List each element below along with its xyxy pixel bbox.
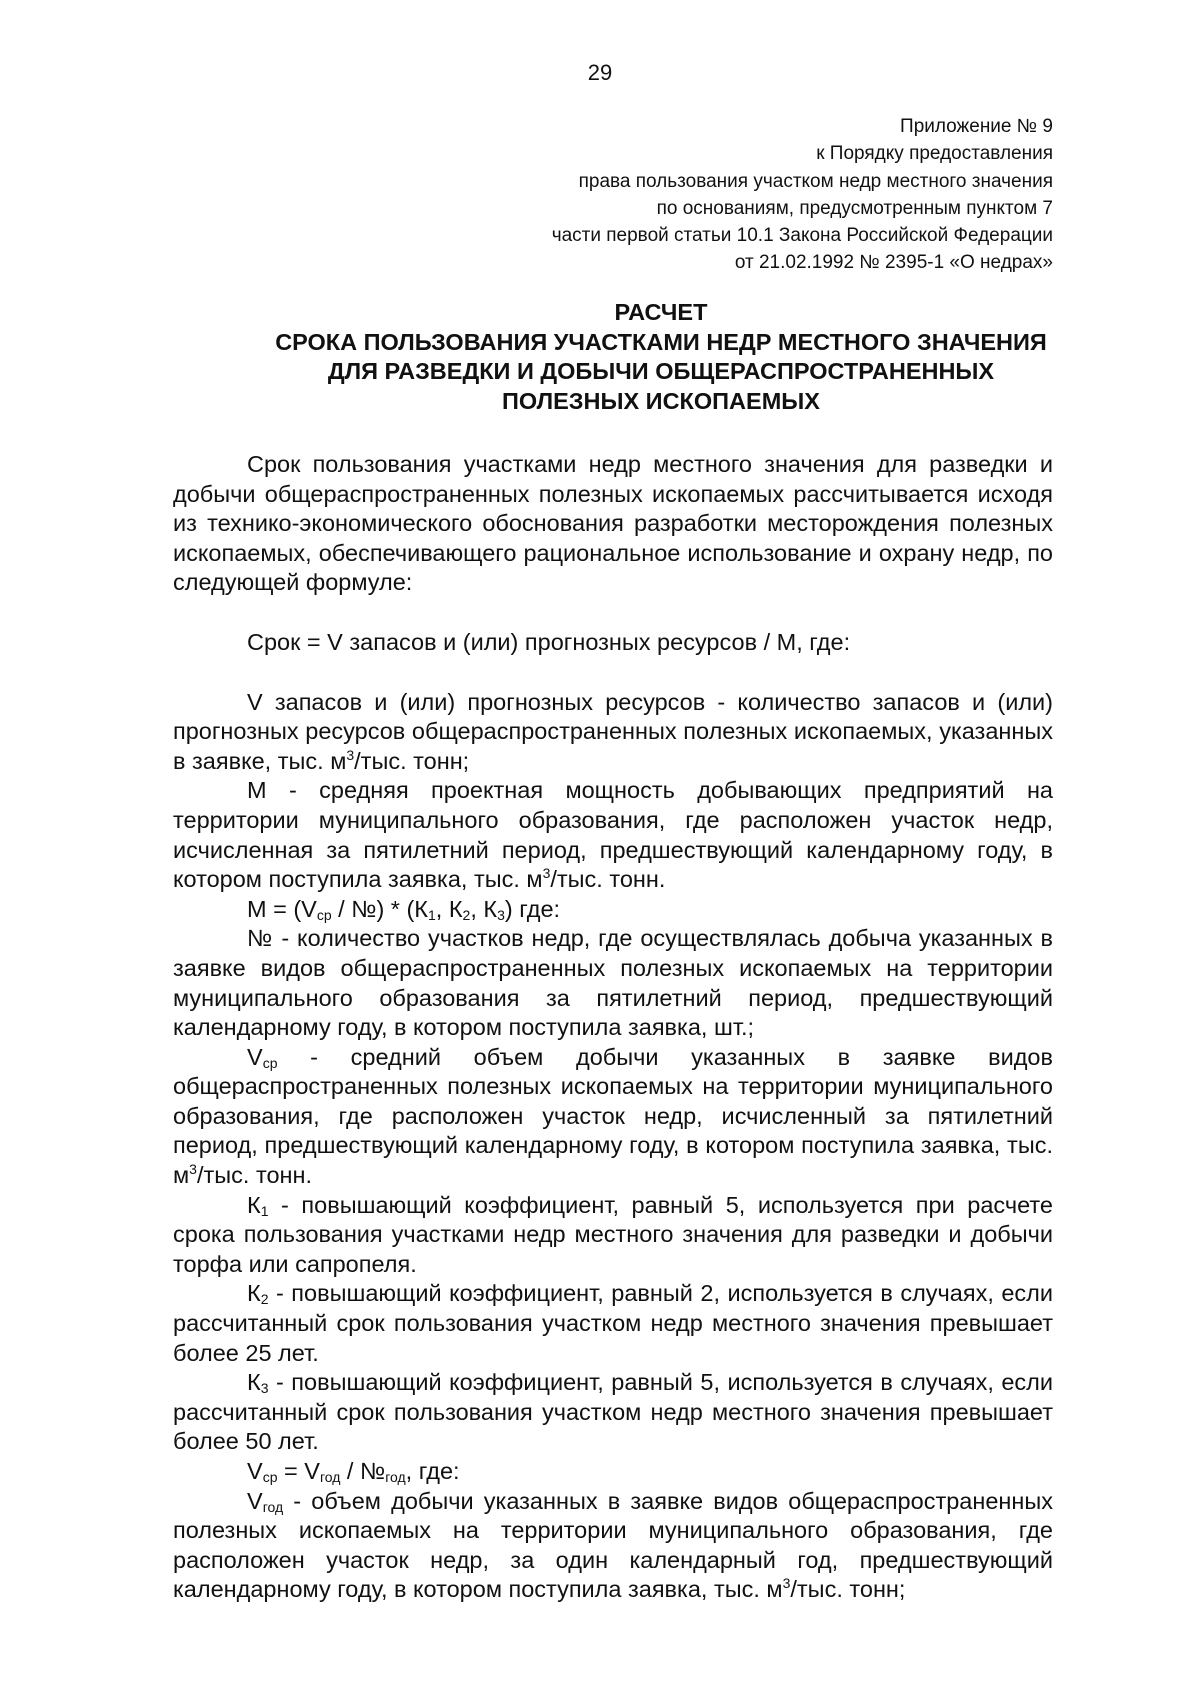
annex-line: от 21.02.1992 № 2395-1 «О недрах»	[734, 252, 1053, 274]
title-line: ПОЛЕЗНЫХ ИСКОПАЕМЫХ	[502, 387, 820, 414]
title-line: СРОКА ПОЛЬЗОВАНИЯ УЧАСТКАМИ НЕДР МЕСТНОГО ЗНАЧЕНИЯ	[275, 328, 1047, 355]
intro-paragraph: Срок пользования участками недр местного значения для разведки и добычи общераспространенных полезных ископаемых рассчитывается исходя из технико-экономического обоснования разработки месторождения полезных ископаемых, обеспечивающего рациональное использование и охрану недр, по следующей формуле:	[173, 451, 1053, 596]
definition-k2: $К_2$ - повышающий коэффициент, равный 2, используется в случаях, если рассчитанный срок пользования участком недр местного значения превышает более 25 лет.	[173, 1280, 1053, 1366]
definition-k1: $К_1$ - повышающий коэффициент, равный 5, используется при расчете срока пользования участками недр местного значения для разведки и добычи торфа или сапропеля.	[173, 1191, 1053, 1277]
title-line: РАСЧЕТ	[614, 299, 708, 325]
document-body	[173, 450, 1053, 1605]
definition-v-reserves: V запасов и (или) прогнозных ресурсов - количество запасов и (или) прогнозных ресурсов общераспространенных полезных ископаемых, указанных в заявке, тыс. $м^3$/тыс. тонн;	[173, 688, 1053, 774]
annex-line: части первой статьи 10.1 Закона Российской Федерации	[551, 225, 1053, 247]
definition-v-year: $V_{год}$ - объем добычи указанных в заявке видов общераспространенных полезных ископаемых на территории муниципального образования, где расположен участок недр, за один календарный год, предшествующий календарному году, в котором поступила заявка, тыс. $м^3$/тыс. тонн;	[173, 1487, 1053, 1603]
document-title	[0, 298, 1200, 416]
definition-m: М - средняя проектная мощность добывающих предприятий на территории муниципального образования, где расположен участок недр, исчисленная за пятилетний период, предшествующий календарному году, в котором поступила заявка, тыс. $м^3$/тыс. тонн.	[173, 777, 1053, 893]
annex-header	[353, 113, 1053, 277]
formula-v-average: $V_{ср} = V_{год}$ / $№_{год}$, где:	[247, 1458, 460, 1485]
main-formula: Срок = V запасов и (или) прогнозных ресурсов / М, где:	[247, 628, 851, 655]
annex-line: по основаниям, предусмотренным пунктом 7	[656, 197, 1053, 219]
definition-k3: $К_3$ - повышающий коэффициент, равный 5, используется в случаях, если рассчитанный срок пользования участком недр местного значения превышает более 50 лет.	[173, 1369, 1053, 1455]
title-line: ДЛЯ РАЗВЕДКИ И ДОБЫЧИ ОБЩЕРАСПРОСТРАНЕННЫХ	[327, 358, 995, 384]
annex-line: Приложение № 9	[900, 116, 1053, 137]
formula-m: $М = (V_{ср}$ / №) * ($К_1$, $К_2$, $К_3$) где:	[247, 895, 561, 923]
definition-n: № - количество участков недр, где осуществлялась добыча указанных в заявке видов общераспространенных полезных ископаемых на территории муниципального образования за пятилетний период, предшествующий календарному году, в котором поступила заявка, шт.;	[173, 925, 1053, 1041]
annex-line: к Порядку предоставления	[816, 143, 1053, 165]
page-number: 29	[587, 60, 613, 85]
definition-v-average: $V_{ср}$ - средний объем добычи указанных в заявке видов общераспространенных полезных ископаемых на территории муниципального образования, где расположен участок недр, исчисленный за пятилетний период, предшествующий календарному году, в котором поступила заявка, тыс. $м^3$/тыс. тонн.	[173, 1043, 1053, 1189]
annex-line: права пользования участком недр местного значения	[578, 170, 1053, 192]
